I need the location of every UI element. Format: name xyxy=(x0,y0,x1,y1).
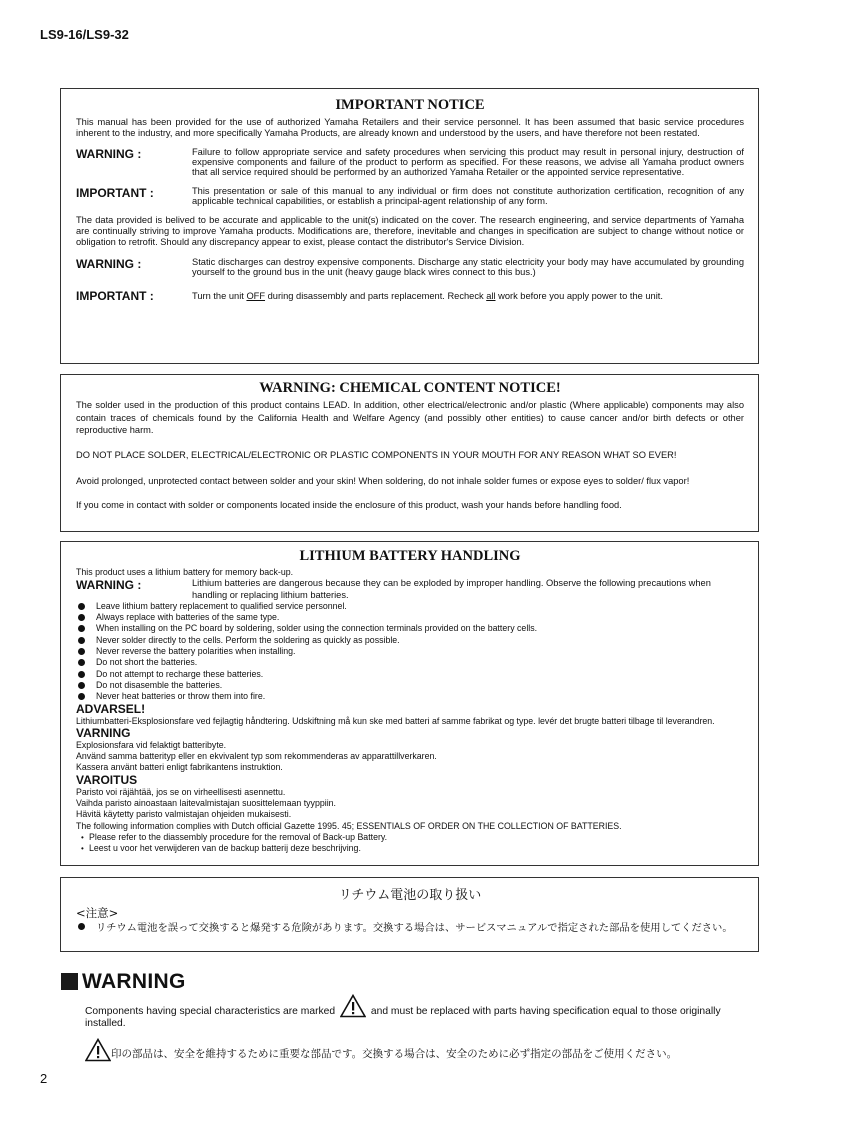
dutch-item: • Leest u voor het verwijderen van de backup batterij deze beschrijving. xyxy=(76,843,744,854)
varning-heading: VARNING xyxy=(76,725,131,740)
list-item: Never reverse the battery polarities when installing. xyxy=(76,646,744,657)
chemical-p3: Avoid prolonged, unprotected contact between solder and your skin! When soldering, do not inhale solder fumes or expose eyes to solder/ flux vapor! xyxy=(76,475,690,486)
list-item: Do not attempt to recharge these batteries. xyxy=(76,669,744,680)
list-item: Do not short the batteries. xyxy=(76,657,744,668)
intro-paragraph: This manual has been provided for the use of authorized Yamaha Retailers and their service personnel. It has been assumed that basic service procedures inherent to the industry, and more specifically Yamaha Products, are already known and understood by the users, and have therefore not been restated. xyxy=(76,117,744,138)
list-item: Do not disasemble the batteries. xyxy=(76,680,744,691)
japanese-battery-box xyxy=(60,877,759,952)
dutch-intro: The following information complies with Dutch official Gazette 1995. 45; ESSENTIALS OF ORDER ON THE COLLECTION OF BATTERIES. xyxy=(76,820,622,831)
data-disclaimer: The data provided is belived to be accurate and applicable to the unit(s) indicated on the cover. The research engineering, and service departments of Yamaha are continually striving to improve Yamaha products. Modifications are, therefore, inevitable and changes in specification are subject to change without notice or obligation to retrofit. Should any discrepancy appear to exist, please contact the distributor's Service Division. xyxy=(76,215,744,247)
important-notice-title: IMPORTANT NOTICE xyxy=(335,97,485,113)
warning-heading: WARNING xyxy=(82,970,186,993)
static-warning-text: Static discharges can destroy expensive components. Discharge any static electricity your body may have accumulated by grounding yourself to the ground bus in the unit (heavy gauge black wires connect to this bus.) xyxy=(192,257,744,277)
chemical-p4: If you come in contact with solder or components located inside the enclosure of this product, wash your hands before handling food. xyxy=(76,500,622,510)
japanese-warning-line: 印の部品は、安全を維持するために重要な部品です。交換する場合は、安全のために必ず指定の部品をご使用ください。 xyxy=(85,1038,765,1062)
list-item: Leave lithium battery replacement to qualified service personnel. xyxy=(76,601,744,612)
page-number: 2 xyxy=(40,1071,48,1086)
varoitus-line: Hävitä käytetty paristo valmistajan ohjeiden mukaisesti. xyxy=(76,809,292,820)
power-important-text: Turn the unit OFF during disassembly and parts replacement. Recheck all work before you apply power to the unit. xyxy=(192,291,663,301)
lithium-bullets xyxy=(76,601,744,703)
chemical-notice-box xyxy=(60,374,759,532)
important-label: IMPORTANT : xyxy=(76,186,154,200)
varoitus-heading: VAROITUS xyxy=(76,772,138,787)
advarsel-text: Lithiumbatteri-Eksplosionsfare ved fejlagtig håndtering. Udskiftning må kun ske med batteri af samme fabrikat og type. levér det brugte batteri tilbage til leverandren. xyxy=(76,715,715,726)
dutch-item: • Please refer to the diassembly procedure for the removal of Back-up Battery. xyxy=(76,832,744,843)
lithium-warning-label: WARNING : xyxy=(76,578,142,593)
warning-label: WARNING : xyxy=(76,147,142,161)
important-notice-box xyxy=(60,88,759,364)
lithium-box xyxy=(60,541,759,866)
chemical-p1: The solder used in the production of this product contains LEAD. In addition, other electrical/electronic and/or plastic (Where applicable) components may also contain traces of chemicals found by the California Health and Welfare Agency (and possibly other entities) to cause cancer and/or birth defects or other reproductive harm. xyxy=(76,400,744,435)
warning-square-icon xyxy=(61,973,78,990)
list-item: Never solder directly to the cells. Perform the soldering as quickly as possible. xyxy=(76,635,744,646)
chemical-notice-title: WARNING: CHEMICAL CONTENT NOTICE! xyxy=(259,380,561,396)
static-warning-label: WARNING : xyxy=(76,257,142,271)
model-name: LS9-16/LS9-32 xyxy=(40,27,129,42)
japanese-caution: <注意> xyxy=(76,906,119,920)
warning-text: Failure to follow appropriate service and safety procedures when servicing this product may result in personal injury, destruction of expensive components and failure of the product to perform as specified. For these reasons, we advise all Yamaha product owners that all service required should be performed by an authorized Yamaha Retailer or the appointed service representative. xyxy=(192,147,744,177)
advarsel-heading: ADVARSEL! xyxy=(76,701,146,716)
power-important-label: IMPORTANT : xyxy=(76,289,154,303)
varoitus-line: Vaihda paristo ainoastaan laitevalmistajan suosittelemaan tyyppiin. xyxy=(76,798,336,809)
varning-line: Kassera använt batteri enligt fabrikantens instruktion. xyxy=(76,762,283,773)
lithium-intro: This product uses a lithium battery for memory back-up. xyxy=(76,567,294,577)
list-item: Always replace with batteries of the same type. xyxy=(76,612,744,623)
caution-triangle-icon xyxy=(340,994,366,1018)
important-text: This presentation or sale of this manual to any individual or firm does not constitute authorization certification, recognition of any applicable technical capabilities, or establish a principal-agent relationship of any form. xyxy=(192,186,744,206)
caution-triangle-icon xyxy=(85,1038,111,1062)
list-item: Never heat batteries or throw them into fire. xyxy=(76,691,744,702)
lithium-title: LITHIUM BATTERY HANDLING xyxy=(299,548,521,564)
varning-line: Explosionsfara vid felaktigt batteribyte. xyxy=(76,739,227,750)
list-item: When installing on the PC board by soldering, solder using the connection terminals provided on the battery cells. xyxy=(76,623,744,634)
warning-components-line: Components having special characteristics are marked and must be replaced with parts having specification equal to those originally installed. xyxy=(85,994,747,1029)
lithium-warning-text: Lithium batteries are dangerous because they can be exploded by improper handling. Observe the following precautions when handling or replacing lithium batteries. xyxy=(192,578,711,600)
varning-line: Använd samma batterityp eller en ekvivalent typ som rekommenderas av apparattillverkaren. xyxy=(76,751,437,762)
japanese-text: リチウム電池を誤って交換すると爆発する危険があります。交換する場合は、サービスマニュアルで指定された部品を使用してください。 xyxy=(76,921,744,936)
japanese-title: リチウム電池の取り扱い xyxy=(338,888,482,903)
varoitus-line: Paristo voi räjähtää, jos se on virheellisesti asennettu. xyxy=(76,786,286,797)
chemical-p2: DO NOT PLACE SOLDER, ELECTRICAL/ELECTRONIC OR PLASTIC COMPONENTS IN YOUR MOUTH FOR ANY REASON WHAT SO EVER! xyxy=(76,449,677,460)
